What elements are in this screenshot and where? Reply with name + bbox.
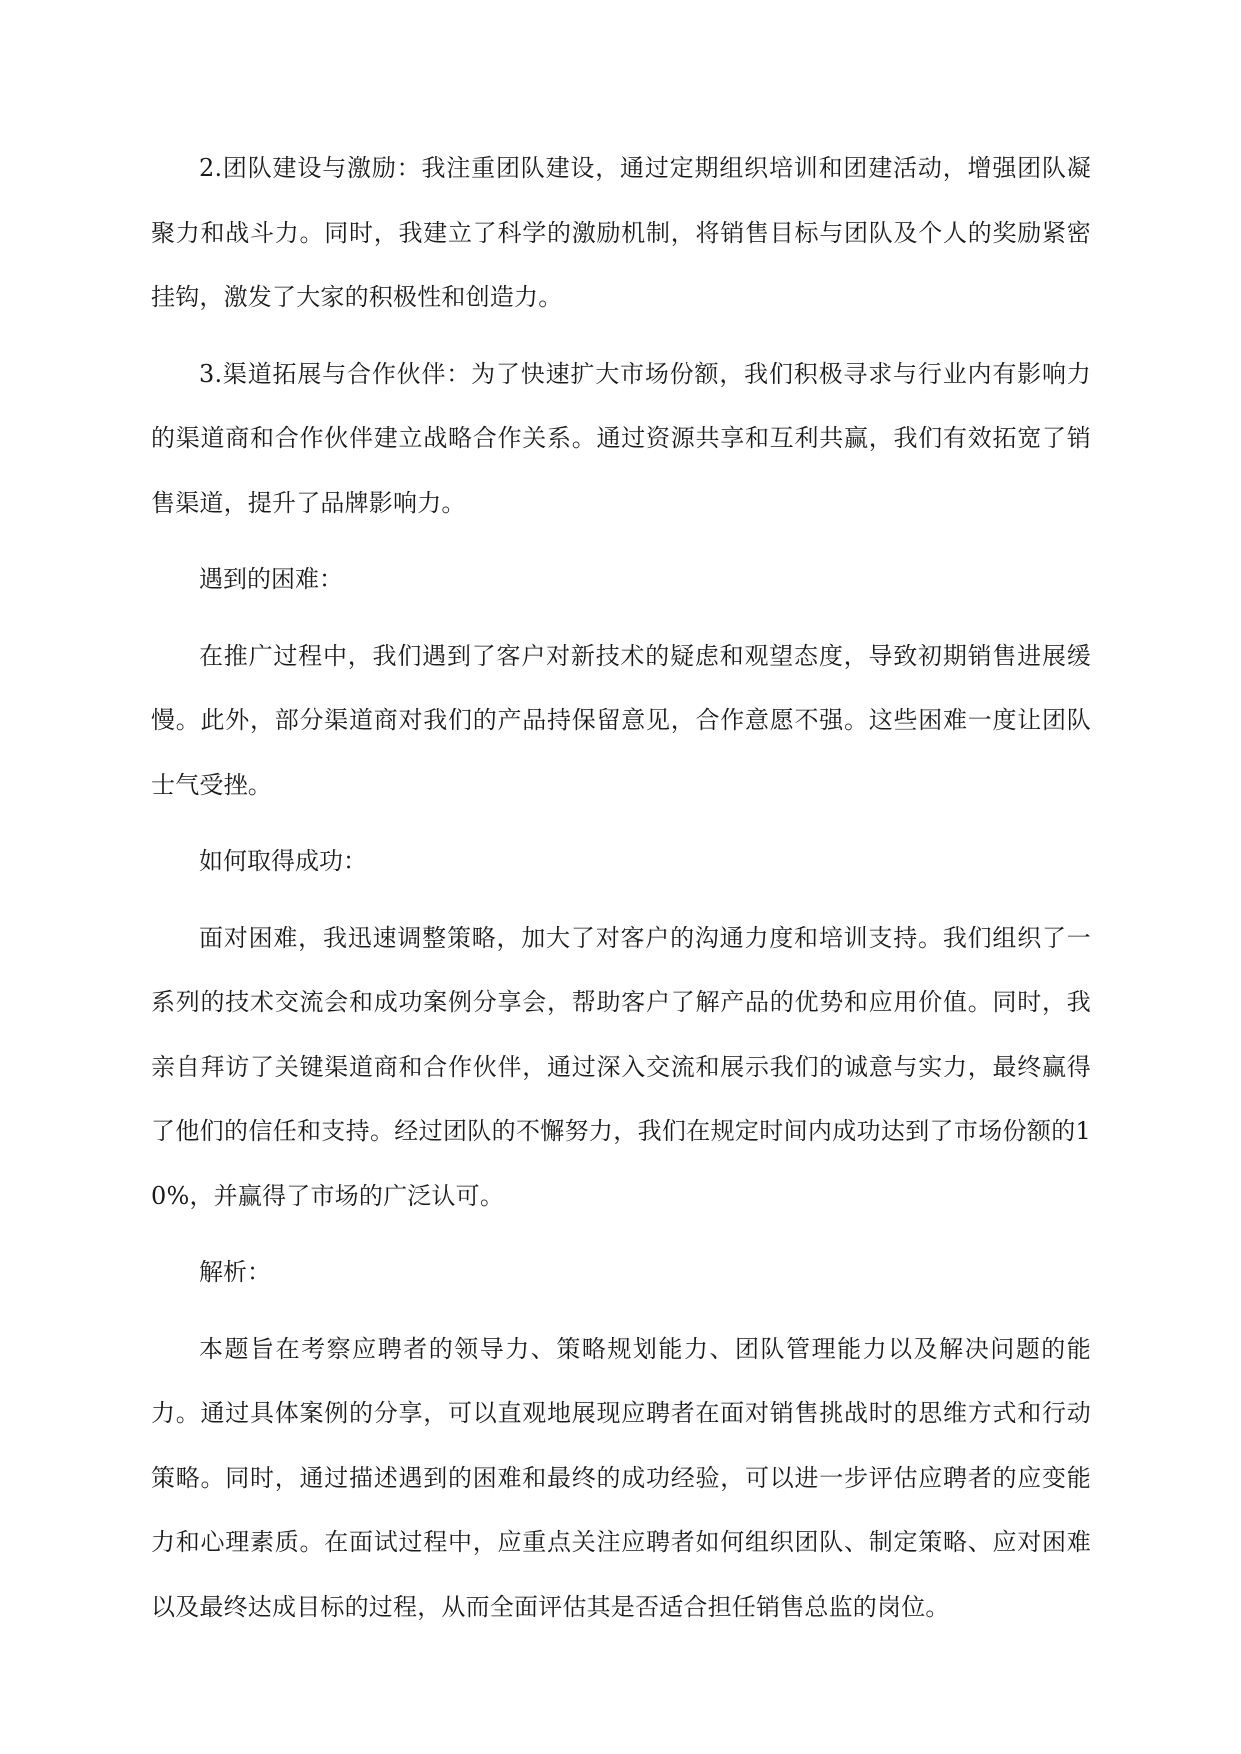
paragraph-channel-expansion: 3.渠道拓展与合作伙伴：为了快速扩大市场份额，我们积极寻求与行业内有影响力的渠道商和合作伙伴建立战略合作关系。通过资源共享和互利共赢，我们有效拓宽了销售渠道，提升了品牌影响力。 [151,359,1091,517]
paragraph-team-building: 2.团队建设与激励：我注重团队建设，通过定期组织培训和团建活动，增强团队凝聚力和战斗力。同时，我建立了科学的激励机制，将销售目标与团队及个人的奖励紧密挂钩，激发了大家的积极性和创造力。 [151,154,1091,311]
heading-success: 如何取得成功： [199,847,367,875]
heading-difficulties: 遇到的困难： [199,565,343,593]
paragraph-difficulties: 在推广过程中，我们遇到了客户对新技术的疑虑和观望态度，导致初期销售进展缓慢。此外，部分渠道商对我们的产品持保留意见，合作意愿不强。这些困难一度让团队士气受挫。 [151,641,1091,799]
paragraph-success: 面对困难，我迅速调整策略，加大了对客户的沟通力度和培训支持。我们组织了一系列的技术交流会和成功案例分享会，帮助客户了解产品的优势和应用价值。同时，我亲自拜访了关键渠道商和合作伙伴，通过深入交流和展示我们的诚意与实力，最终赢得了他们的信任和支持。经过团队的不懈努力，我们在规定时间内成功达到了市场份额的10%，并赢得了市场的广泛认可。 [151,923,1091,1210]
heading-analysis: 解析： [199,1258,271,1286]
document-page [151,136,1091,1651]
paragraph-analysis: 本题旨在考察应聘者的领导力、策略规划能力、团队管理能力以及解决问题的能力。通过具体案例的分享，可以直观地展现应聘者在面对销售挑战时的思维方式和行动策略。同时，通过描述遇到的困难和最终的成功经验，可以进一步评估应聘者的应变能力和心理素质。在面试过程中，应重点关注应聘者如何组织团队、制定策略、应对困难以及最终达成目标的过程，从而全面评估其是否适合担任销售总监的岗位。 [151,1334,1091,1621]
